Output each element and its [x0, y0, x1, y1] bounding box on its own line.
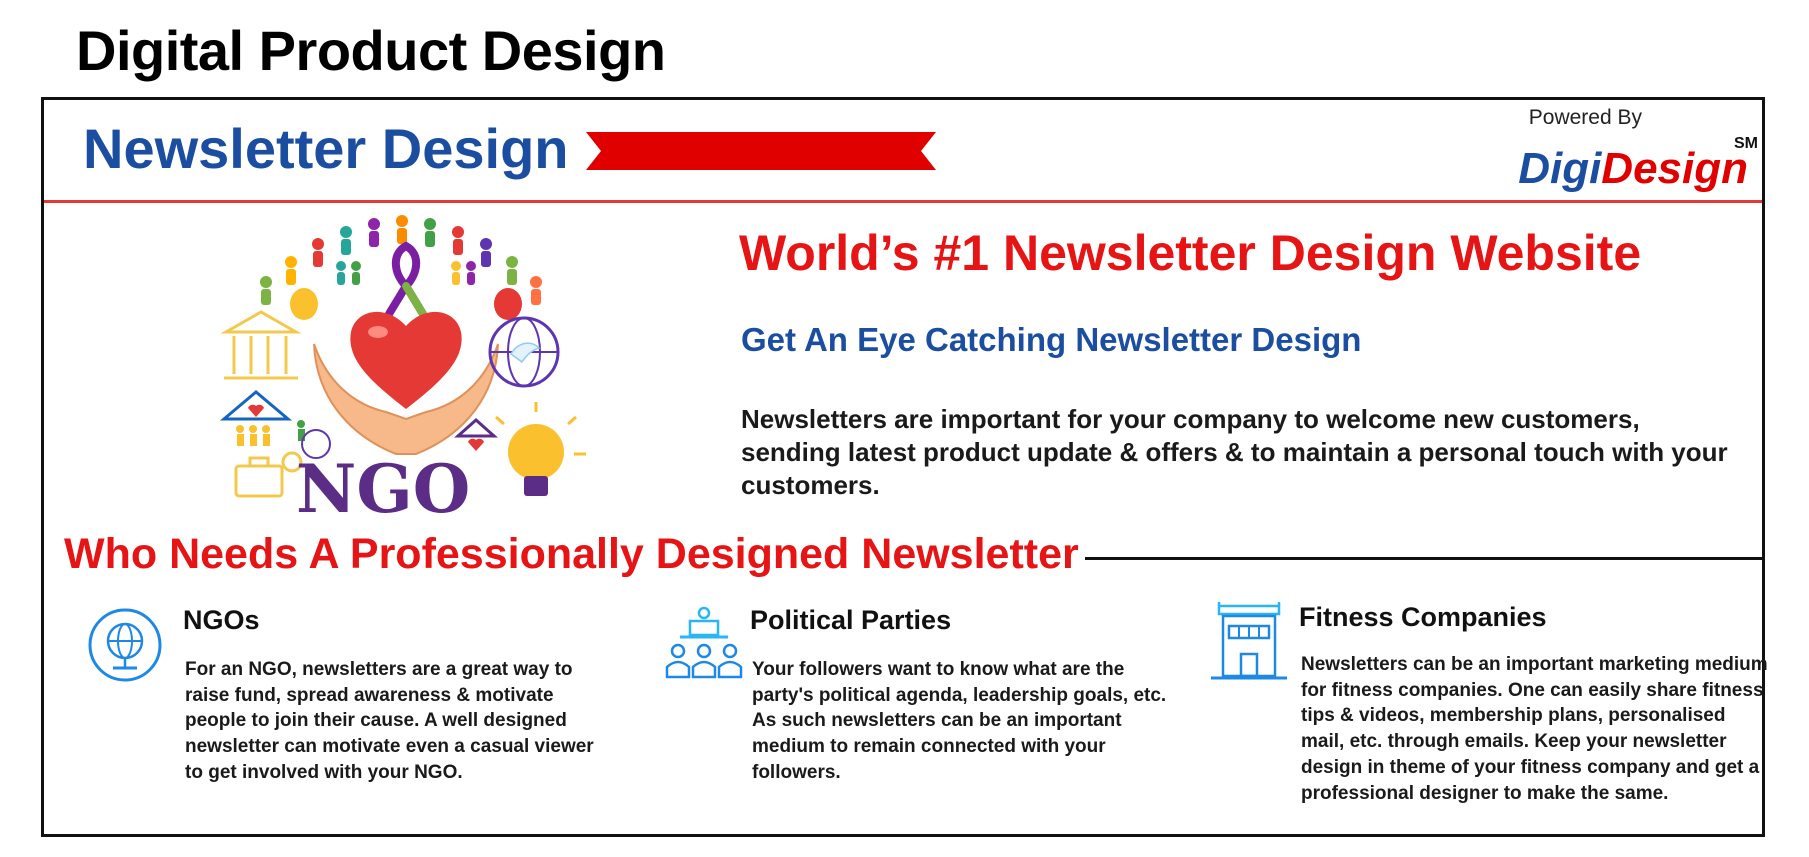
powered-by-label: Powered By [1528, 106, 1642, 129]
temple-icon [224, 312, 298, 378]
ngo-logo-text: NGO [296, 450, 471, 528]
heart-icon [350, 312, 461, 409]
card-body: Newsletters can be an important marketing medium for fitness companies. One can easily share fitness tips & videos, membership plans, personalised mail, etc. through emails. Keep your newsletter design in theme of your fitness company and get a professional designer to make the same. [1301, 654, 1768, 804]
card-body: For an NGO, newsletters are a great way to raise fund, spread awareness & motivate people to join their cause. A well designed newsletter can motivate even a casual viewer to get involved with your NGO. [185, 659, 594, 783]
audience-card-ngos [85, 605, 605, 805]
header-divider [44, 200, 1762, 203]
section-divider [1085, 557, 1762, 560]
brand-logo-design: Design [1601, 144, 1748, 193]
podium-audience-icon [664, 605, 744, 685]
section-title: Who Needs A Professionally Designed Newsletter [64, 530, 1079, 578]
newsletter-panel [41, 97, 1768, 837]
globe-icon [85, 605, 165, 685]
lightbulb-icon [496, 402, 586, 496]
card-title: Fitness Companies [1299, 602, 1547, 632]
card-body: Your followers want to know what are the party's political agenda, leadership goals, etc. As such newsletters can be an important medium to remain connected with your followers. [752, 659, 1167, 783]
service-mark: SM [1734, 135, 1758, 152]
audience-card-political-parties [664, 605, 1204, 805]
globe-dove-icon [490, 318, 558, 386]
header-title: Newsletter Design [83, 117, 569, 180]
red-ribbon-banner [586, 132, 936, 170]
hero-subheadline: Get An Eye Catching Newsletter Design [741, 321, 1362, 358]
page-title: Digital Product Design [76, 19, 666, 82]
hero-body-text: Newsletters are important for your company to welcome new customers, sending latest product update & offers & to maintain a personal touch with your customers. [741, 404, 1728, 500]
house-family-icon [224, 392, 305, 446]
brand-logo-digi: Digi [1518, 144, 1602, 193]
brand-logo [1518, 144, 1748, 194]
card-title: NGOs [183, 605, 260, 635]
hero-headline: World’s #1 Newsletter Design Website [739, 225, 1642, 281]
gym-building-icon [1209, 602, 1289, 682]
card-title: Political Parties [750, 605, 952, 635]
audience-card-fitness-companies [1209, 602, 1769, 834]
briefcase-gear-icon [236, 453, 301, 496]
